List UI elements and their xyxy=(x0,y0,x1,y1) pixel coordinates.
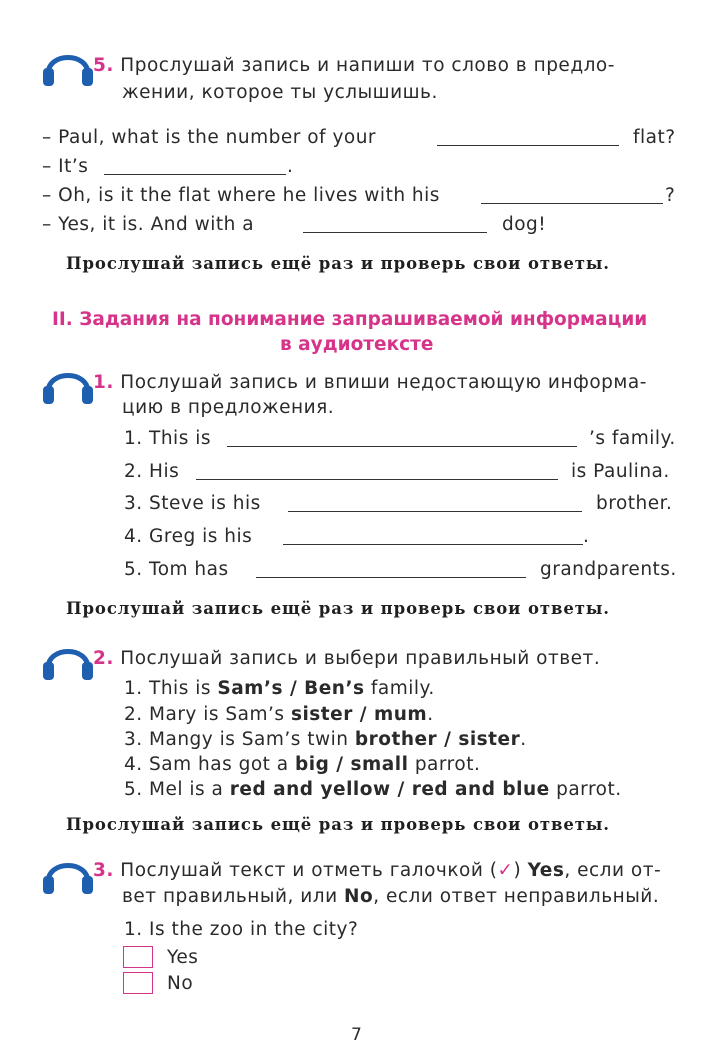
task1-item3-end: brother. xyxy=(596,493,673,514)
headphones-icon xyxy=(42,638,96,684)
headphones-icon xyxy=(42,852,96,898)
task5-instruction-line2: жении, которое ты услышишь. xyxy=(122,82,438,103)
dialogue-line1-end: flat? xyxy=(633,127,676,148)
page-number: 7 xyxy=(351,1025,362,1045)
dialogue-line3-end: ? xyxy=(665,185,676,206)
check-answers-note: Прослушай запись ещё раз и проверь свои ответы. xyxy=(66,815,610,834)
choice-options[interactable]: brother / sister xyxy=(354,729,521,750)
choice-options[interactable]: red and yellow / red and blue xyxy=(229,779,550,800)
section-title-line1: II. Задания на понимание запрашиваемой информации xyxy=(52,309,648,330)
choice-options[interactable]: sister / mum xyxy=(290,704,428,725)
yes-label: Yes xyxy=(167,947,199,968)
task1-item2-text: 2. His xyxy=(124,461,180,482)
task2-item1: 1. This is Sam’s / Ben’s family. xyxy=(124,678,435,699)
no-checkbox[interactable] xyxy=(123,972,153,994)
answer-blank[interactable] xyxy=(288,511,582,512)
answer-blank[interactable] xyxy=(196,479,558,480)
answer-blank[interactable] xyxy=(283,544,583,545)
dialogue-line2-end: . xyxy=(287,156,294,177)
task1-item3-text: 3. Steve is his xyxy=(124,493,261,514)
check-answers-note: Прослушай запись ещё раз и проверь свои ответы. xyxy=(66,254,610,273)
task1-item1-text: 1. This is xyxy=(124,428,211,449)
task1-item5-text: 5. Tom has xyxy=(124,559,229,580)
dialogue-line3-text: – Oh, is it the flat where he lives with his xyxy=(42,185,440,206)
check-mark-icon: ✓ xyxy=(497,860,514,881)
task2-item3: 3. Mangy is Sam’s twin brother / sister. xyxy=(124,729,527,750)
task3-instruction-line1: 3. Послушай текст и отметь галочкой (✓) Yes, если от- xyxy=(93,860,662,881)
headphones-icon xyxy=(42,44,96,90)
task1-instruction-line2: цию в предложения. xyxy=(122,397,335,418)
task2-item4: 4. Sam has got a big / small parrot. xyxy=(124,754,481,775)
no-label: No xyxy=(167,973,194,994)
headphones-icon xyxy=(42,362,96,408)
answer-blank[interactable] xyxy=(481,203,663,204)
task1-instruction-line1: 1. Послушай запись и впиши недостающую информа- xyxy=(93,372,647,393)
answer-blank[interactable] xyxy=(256,577,526,578)
dialogue-line4-end: dog! xyxy=(502,214,547,235)
answer-blank[interactable] xyxy=(104,174,286,175)
choice-options[interactable]: big / small xyxy=(295,754,409,775)
task1-item4-text: 4. Greg is his xyxy=(124,526,253,547)
task5-instruction-line1: 5. Прослушай запись и напиши то слово в предло- xyxy=(93,55,615,76)
dialogue-line2-text: – It’s xyxy=(42,156,89,177)
answer-blank[interactable] xyxy=(227,446,577,447)
task2-item2: 2. Mary is Sam’s sister / mum. xyxy=(124,704,434,725)
task2-instruction: 2. Послушай запись и выбери правильный ответ. xyxy=(93,648,601,669)
task3-instruction-line2: вет правильный, или No, если ответ неправильный. xyxy=(122,886,660,907)
choice-options[interactable]: Sam’s / Ben’s xyxy=(217,678,365,699)
task1-item1-end: ’s family. xyxy=(589,428,676,449)
yes-checkbox[interactable] xyxy=(123,946,153,968)
dialogue-line4-text: – Yes, it is. And with a xyxy=(42,214,255,235)
task2-item5: 5. Mel is a red and yellow / red and blue parrot. xyxy=(124,779,622,800)
task1-item2-end: is Paulina. xyxy=(571,461,670,482)
answer-blank[interactable] xyxy=(303,232,487,233)
task3-question: 1. Is the zoo in the city? xyxy=(124,919,359,940)
task1-item5-end: grandparents. xyxy=(540,559,677,580)
task1-item4-end: . xyxy=(583,526,590,547)
dialogue-line1-text: – Paul, what is the number of your xyxy=(42,127,377,148)
check-answers-note: Прослушай запись ещё раз и проверь свои ответы. xyxy=(66,599,610,618)
answer-blank[interactable] xyxy=(437,145,619,146)
section-title-line2: в аудиотексте xyxy=(280,334,434,355)
